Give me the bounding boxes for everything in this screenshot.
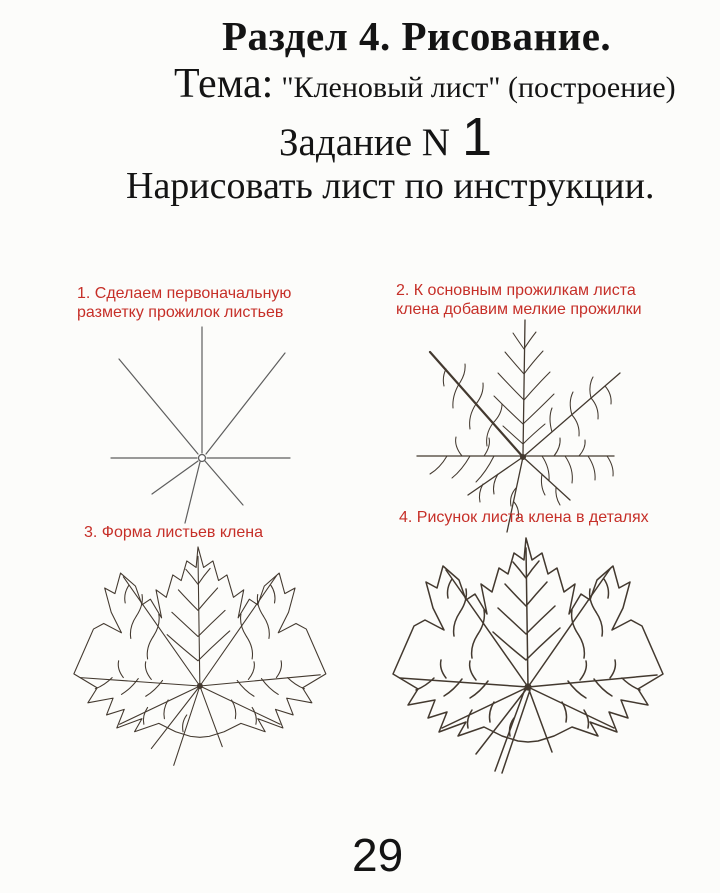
step-1-caption: 1. Сделаем первоначальную разметку прожилок листьев xyxy=(77,285,292,321)
maple-leaf-outline-sketch xyxy=(58,532,338,770)
vein-base-dot xyxy=(524,683,531,690)
step-2-caption: 2. К основным прожилкам листа клена добавим мелкие прожилки xyxy=(396,282,642,318)
page-number: 29 xyxy=(352,829,404,881)
main-veins xyxy=(417,320,620,532)
task-instruction: Нарисовать лист по инструкции. xyxy=(126,165,655,207)
radial-construction-lines xyxy=(111,327,290,523)
leaf-stem-double-line xyxy=(495,689,530,773)
theme-line xyxy=(174,60,676,108)
step-3-caption: 3. Форма листьев клена xyxy=(84,524,264,541)
initial-vein-marking-sketch xyxy=(98,322,298,527)
task-number: 1 xyxy=(461,107,493,167)
small-branch-veins xyxy=(430,332,613,519)
vein-base-dot xyxy=(197,683,203,689)
task-label: Задание N xyxy=(279,121,450,164)
leaf-outline xyxy=(74,547,326,737)
task-line xyxy=(279,106,492,168)
center-dot xyxy=(520,454,526,460)
leaf-stem xyxy=(174,686,200,765)
maple-leaf-detailed-sketch xyxy=(376,522,676,777)
leaf-veins xyxy=(400,548,657,754)
step-4-caption: 4. Рисунок листа клена в деталях xyxy=(399,509,649,526)
theme-label: Тема: xyxy=(174,61,274,107)
center-circle xyxy=(199,455,206,462)
theme-title: "Кленовый лист" (построение) xyxy=(281,71,676,104)
section-title: Раздел 4. Рисование. xyxy=(222,13,612,59)
